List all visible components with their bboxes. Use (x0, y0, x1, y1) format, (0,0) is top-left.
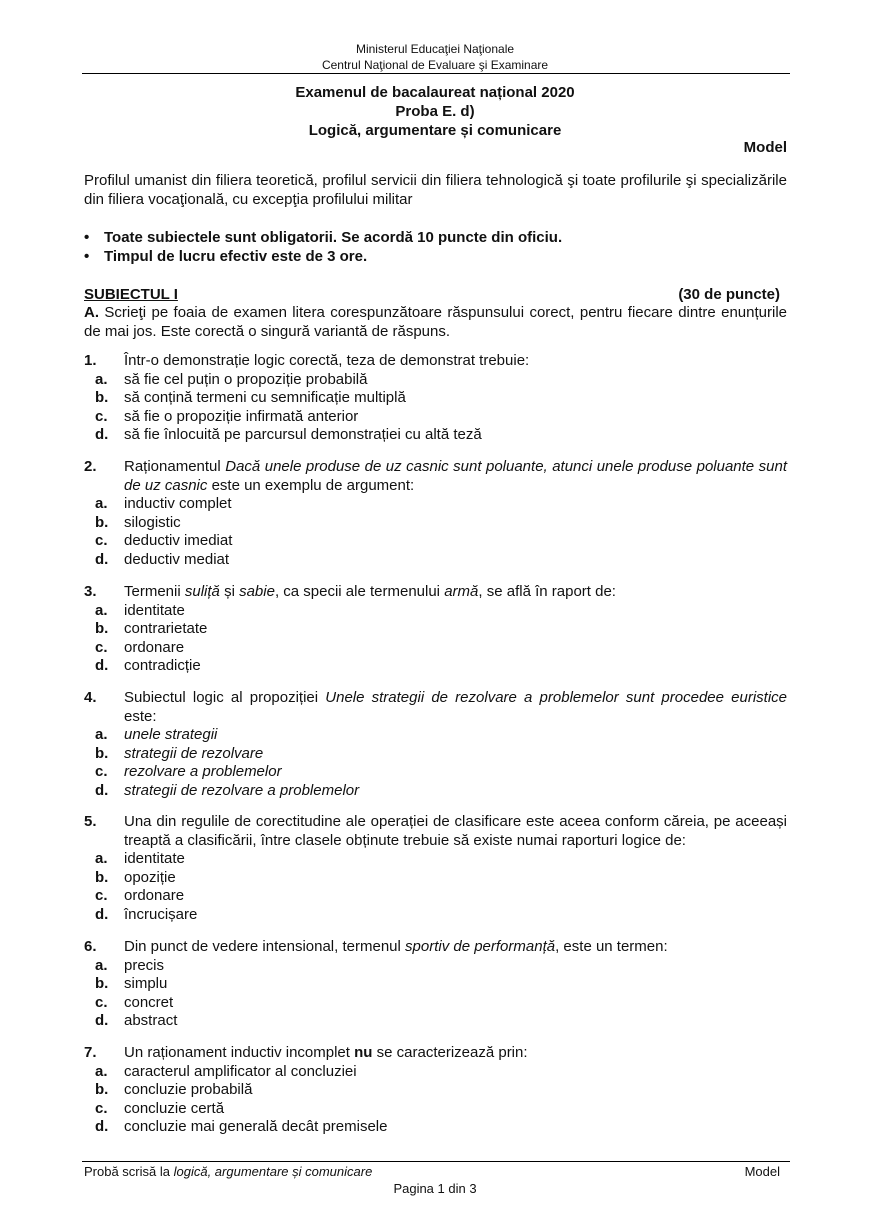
option-text: concluzie certă (124, 1099, 225, 1117)
option-letter: d. (95, 1012, 109, 1029)
option-letter: c. (95, 532, 108, 549)
option-text: contradicție (124, 657, 201, 674)
option-text: să fie înlocuită pe parcursul demonstrației cu altă teză (124, 426, 482, 443)
question-stem (84, 352, 787, 371)
answer-option (84, 657, 787, 676)
footer-model: Model (744, 1164, 780, 1179)
option-letter: d. (95, 550, 109, 568)
option-letter: c. (95, 1099, 108, 1117)
question-number: 6. (84, 938, 97, 955)
question-text: Raționamentul (124, 458, 221, 475)
question-text: este un exemplu de argument: (211, 476, 415, 494)
option-letter: a. (95, 726, 108, 743)
question-text: este: (124, 707, 157, 725)
question-text: Din punct de vedere intensional, termenul (124, 938, 401, 955)
answer-option (84, 869, 787, 888)
option-text: opoziție (124, 868, 176, 886)
answer-option (84, 906, 787, 925)
question-text: Un raționament inductiv incomplet (124, 1044, 350, 1061)
option-letter: d. (95, 657, 109, 674)
question-italic-text: sportiv de performanță (405, 938, 556, 955)
option-letter: d. (95, 905, 109, 923)
option-letter: a. (95, 956, 108, 974)
option-text: ordonare (124, 887, 185, 904)
answer-option (84, 782, 787, 801)
center-header: Centrul Naţional de Evaluare şi Examinare (321, 58, 549, 72)
question-italic-text: armă (444, 583, 479, 600)
bullet-icon: • (84, 248, 90, 265)
answer-option (84, 532, 787, 551)
answer-option (84, 1012, 787, 1031)
option-letter: d. (95, 781, 109, 799)
answer-option (84, 763, 787, 782)
question-text: Într-o demonstrație logic corectă, teza de demonstrat trebuie: (124, 352, 530, 369)
option-text: deductiv imediat (124, 532, 233, 549)
question-text: , este un termen: (555, 938, 668, 955)
option-letter: a. (95, 601, 108, 619)
question-stem (84, 813, 787, 850)
option-letter: b. (95, 975, 109, 992)
bullet-item (84, 228, 562, 247)
question-6 (84, 938, 787, 1031)
question-number: 2. (84, 458, 97, 475)
option-letter: b. (95, 389, 109, 406)
option-text: precis (124, 956, 165, 974)
answer-option (84, 426, 787, 445)
question-5 (84, 813, 787, 924)
bullet-text: Timpul de lucru efectiv este de 3 ore. (104, 248, 368, 265)
option-letter: c. (95, 763, 108, 780)
option-text: ordonare (124, 638, 185, 656)
subject-title: SUBIECTUL I (84, 286, 178, 303)
option-letter: c. (95, 887, 108, 904)
answer-option (84, 994, 787, 1013)
page-number: Pagina 1 din 3 (393, 1181, 477, 1196)
option-letter: a. (95, 850, 108, 867)
question-italic-text: suliță (184, 583, 220, 600)
question-text: , se află în raport de: (478, 583, 616, 600)
subject-points: (30 de puncte) (678, 286, 780, 303)
option-letter: b. (95, 513, 109, 531)
option-text: strategii de rezolvare (124, 744, 264, 762)
ministry-header: Ministerul Educaţiei Naţionale (355, 42, 515, 56)
question-italic-text: sabie (239, 583, 275, 600)
option-text: rezolvare a problemelor (124, 763, 282, 780)
option-text: să conțină termeni cu semnificație multiplă (124, 389, 406, 406)
answer-option (84, 389, 787, 408)
option-letter: a. (95, 495, 108, 512)
question-stem (84, 938, 787, 957)
option-text: strategii de rezolvare a problemelor (124, 781, 360, 799)
option-letter: b. (95, 868, 109, 886)
question-bold-text: nu (354, 1044, 373, 1061)
footer (84, 1163, 780, 1180)
question-number: 4. (84, 689, 97, 706)
question-text: Termenii (124, 583, 181, 600)
answer-option (84, 551, 787, 570)
model-label: Model (743, 139, 787, 156)
option-text: să fie o propoziție infirmată anterior (124, 407, 359, 425)
option-text: concluzie probabilă (124, 1081, 253, 1098)
option-letter: c. (95, 407, 108, 425)
option-text: simplu (124, 975, 168, 992)
option-text: identitate (124, 601, 185, 619)
option-letter: d. (95, 426, 109, 443)
question-stem (84, 458, 787, 495)
option-letter: b. (95, 1081, 109, 1098)
option-text: contrarietate (124, 620, 208, 637)
question-italic-text: Dacă unele produse de uz casnic sunt poluante, atunci unele produse poluante sunt de uz casnic (124, 458, 787, 494)
question-number: 7. (84, 1044, 97, 1061)
answer-option (84, 639, 787, 658)
answer-option (84, 1063, 787, 1082)
answer-option (84, 957, 787, 976)
answer-option (84, 371, 787, 390)
question-text: și (224, 583, 235, 600)
instructions-label: A. (84, 304, 99, 321)
exam-proba: Proba E. d) (395, 103, 475, 120)
option-letter: b. (95, 744, 109, 762)
instructions-text: Scrieţi pe foaia de examen litera corespunzătoare răspunsului corect, pentru fiecare dintre enunțurile de mai jos. Este corectă o singură variantă de răspuns. (84, 304, 787, 340)
option-letter: c. (95, 993, 108, 1011)
question-stem (84, 583, 787, 602)
answer-option (84, 1081, 787, 1100)
header-rule (82, 73, 790, 74)
answer-option (84, 887, 787, 906)
option-letter: a. (95, 370, 108, 388)
question-stem (84, 689, 787, 726)
question-stem (84, 1044, 787, 1063)
question-number: 5. (84, 813, 97, 830)
answer-option (84, 726, 787, 745)
footer-left-text: Probă scrisă la (84, 1164, 170, 1179)
option-text: silogistic (124, 513, 181, 531)
question-2 (84, 458, 787, 569)
footer-rule (82, 1161, 790, 1162)
option-text: abstract (124, 1012, 178, 1029)
option-text: concluzie mai generală decât premisele (124, 1118, 388, 1135)
answer-option (84, 408, 787, 427)
answer-option (84, 975, 787, 994)
question-number: 3. (84, 583, 97, 600)
option-letter: d. (95, 1118, 109, 1135)
exam-title: Examenul de bacalaureat național 2020 (295, 84, 575, 101)
question-text: se caracterizează prin: (376, 1044, 528, 1061)
footer-left-italic: logică, argumentare și comunicare (173, 1164, 373, 1179)
bullet-icon: • (84, 229, 90, 246)
question-text: , ca specii ale termenului (274, 583, 441, 600)
question-italic-text: Unele strategii de rezolvare a problemelor sunt procedee euristice (325, 689, 788, 706)
option-text: deductiv mediat (124, 550, 230, 568)
question-number: 1. (84, 352, 97, 369)
subject-heading (84, 285, 780, 304)
answer-option (84, 1100, 787, 1119)
subject-instructions (84, 303, 787, 341)
question-text: Una din regulile de corectitudine ale operației de clasificare este aceea conform căreia, pe aceeași treaptă a clasificării, între clasele obținute trebuie să existe numai raporturi logice de: (124, 813, 787, 849)
option-letter: b. (95, 620, 109, 637)
option-text: unele strategii (124, 726, 218, 743)
answer-option (84, 495, 787, 514)
option-letter: a. (95, 1062, 108, 1080)
answer-option (84, 850, 787, 869)
profile-paragraph: Profilul umanist din filiera teoretică, profilul servicii din filiera tehnologică şi toate profilurile şi specializările din filiera vocaţională, cu excepţia profilului militar (84, 172, 787, 208)
option-text: concret (124, 993, 174, 1011)
answer-option (84, 514, 787, 533)
question-7 (84, 1044, 787, 1137)
option-letter: c. (95, 638, 108, 656)
question-text: Subiectul logic al propoziției (124, 689, 319, 706)
question-3 (84, 583, 787, 676)
answer-option (84, 620, 787, 639)
option-text: identitate (124, 850, 185, 867)
option-text: inductiv complet (124, 495, 232, 512)
answer-option (84, 745, 787, 764)
answer-option (84, 602, 787, 621)
bullet-item (84, 247, 367, 266)
option-text: caracterul amplificator al concluziei (124, 1062, 357, 1080)
option-text: încrucișare (124, 905, 198, 923)
exam-subject-name: Logică, argumentare și comunicare (308, 122, 562, 139)
question-1 (84, 352, 787, 445)
bullet-text: Toate subiectele sunt obligatorii. Se acordă 10 puncte din oficiu. (104, 229, 563, 246)
option-text: să fie cel puțin o propoziție probabilă (124, 370, 368, 388)
answer-option (84, 1118, 787, 1137)
question-4 (84, 689, 787, 800)
